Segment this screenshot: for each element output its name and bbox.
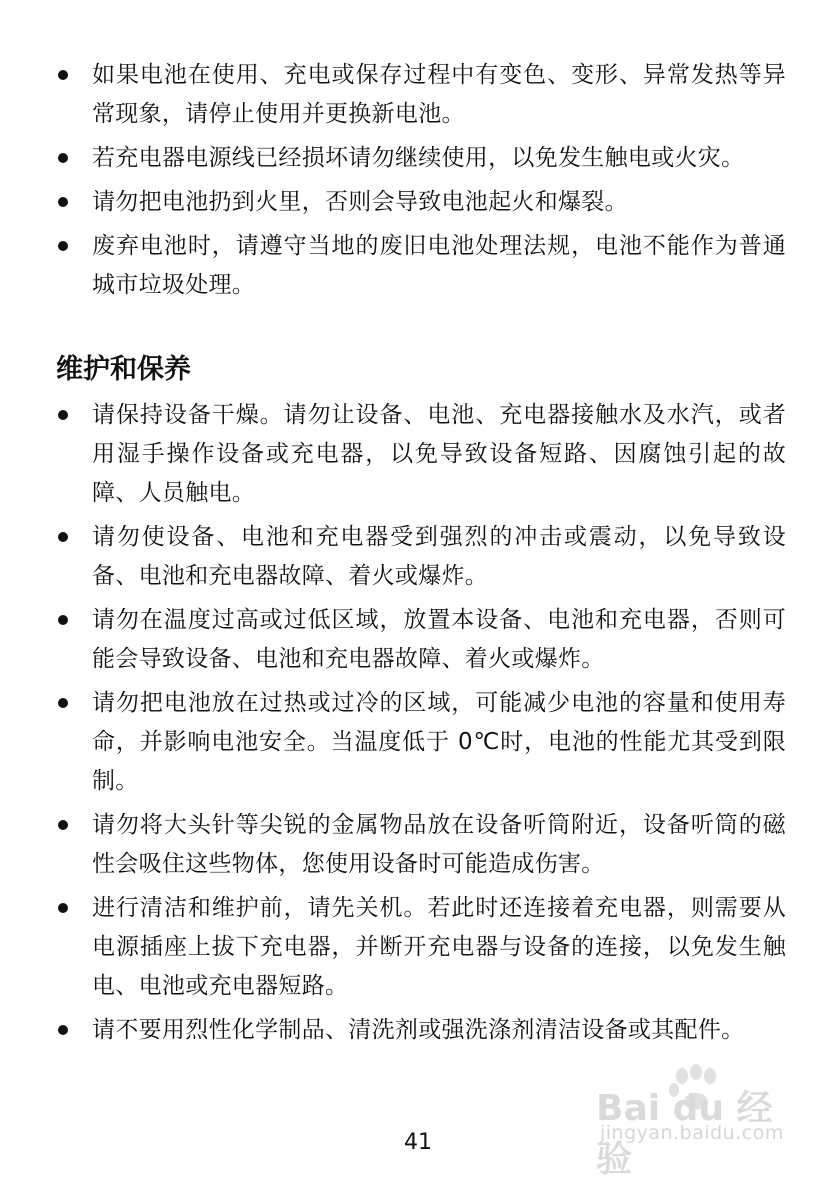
list-item bbox=[56, 139, 786, 178]
watermark-url: jingyan.baidu.com bbox=[600, 1122, 784, 1144]
list-item bbox=[56, 396, 786, 513]
page-number: 41 bbox=[404, 1130, 432, 1155]
list-item bbox=[56, 806, 786, 884]
bullet-dot bbox=[58, 820, 68, 830]
list-item-text: 请勿将大头针等尖锐的金属物品放在设备听筒附近，设备听筒的磁性会吸住这些物体，您使用设备时可能造成伤害。 bbox=[92, 812, 786, 877]
bullet-dot bbox=[58, 70, 68, 80]
bullet-dot bbox=[58, 153, 68, 163]
bullet-dot bbox=[58, 698, 68, 708]
list-item bbox=[56, 889, 786, 1006]
list-item bbox=[56, 183, 786, 222]
safety-bullet-list bbox=[56, 56, 786, 310]
list-item bbox=[56, 684, 786, 801]
list-item-text: 请勿使设备、电池和充电器受到强烈的冲击或震动，以免导致设备、电池和充电器故障、着火或爆炸。 bbox=[92, 524, 786, 589]
list-item-text: 若充电器电源线已经损坏请勿继续使用，以免发生触电或火灾。 bbox=[92, 145, 745, 171]
list-item-text: 请勿把电池放在过热或过冷的区域，可能减少电池的容量和使用寿命，并影响电池安全。当温度低于 0℃时，电池的性能尤其受到限制。 bbox=[92, 690, 786, 794]
bullet-dot bbox=[58, 903, 68, 913]
bullet-dot bbox=[58, 197, 68, 207]
list-item-text: 请不要用烈性化学制品、清洗剂或强洗涤剂清洁设备或其配件。 bbox=[92, 1017, 745, 1043]
bullet-dot bbox=[58, 615, 68, 625]
list-item bbox=[56, 601, 786, 679]
list-item-text: 如果电池在使用、充电或保存过程中有变色、变形、异常发热等异常现象，请停止使用并更换新电池。 bbox=[92, 62, 786, 127]
maintenance-bullet-list bbox=[56, 396, 786, 1055]
bullet-dot bbox=[58, 532, 68, 542]
list-item-text: 请勿在温度过高或过低区域，放置本设备、电池和充电器，否则可能会导致设备、电池和充电器故障、着火或爆炸。 bbox=[92, 607, 786, 672]
list-item bbox=[56, 56, 786, 134]
section-title: 维护和保养 bbox=[56, 354, 191, 385]
list-item-text: 请勿把电池扔到火里，否则会导致电池起火和爆裂。 bbox=[92, 189, 628, 215]
bullet-dot bbox=[58, 1025, 68, 1035]
list-item bbox=[56, 518, 786, 596]
list-item bbox=[56, 1011, 786, 1050]
list-item-text: 进行清洁和维护前，请先关机。若此时还连接着充电器，则需要从电源插座上拔下充电器，并断开充电器与设备的连接，以免发生触电、电池或充电器短路。 bbox=[92, 895, 786, 999]
list-item-text: 废弃电池时，请遵守当地的废旧电池处理法规，电池不能作为普通城市垃圾处理。 bbox=[92, 233, 786, 298]
bullet-dot bbox=[58, 410, 68, 420]
list-item-text: 请保持设备干燥。请勿让设备、电池、充电器接触水及水汽，或者用湿手操作设备或充电器，以免导致设备短路、因腐蚀引起的故障、人员触电。 bbox=[92, 402, 786, 506]
bullet-dot bbox=[58, 241, 68, 251]
watermark-brand: Bai du 经验 bbox=[596, 1088, 773, 1180]
list-item bbox=[56, 227, 786, 305]
